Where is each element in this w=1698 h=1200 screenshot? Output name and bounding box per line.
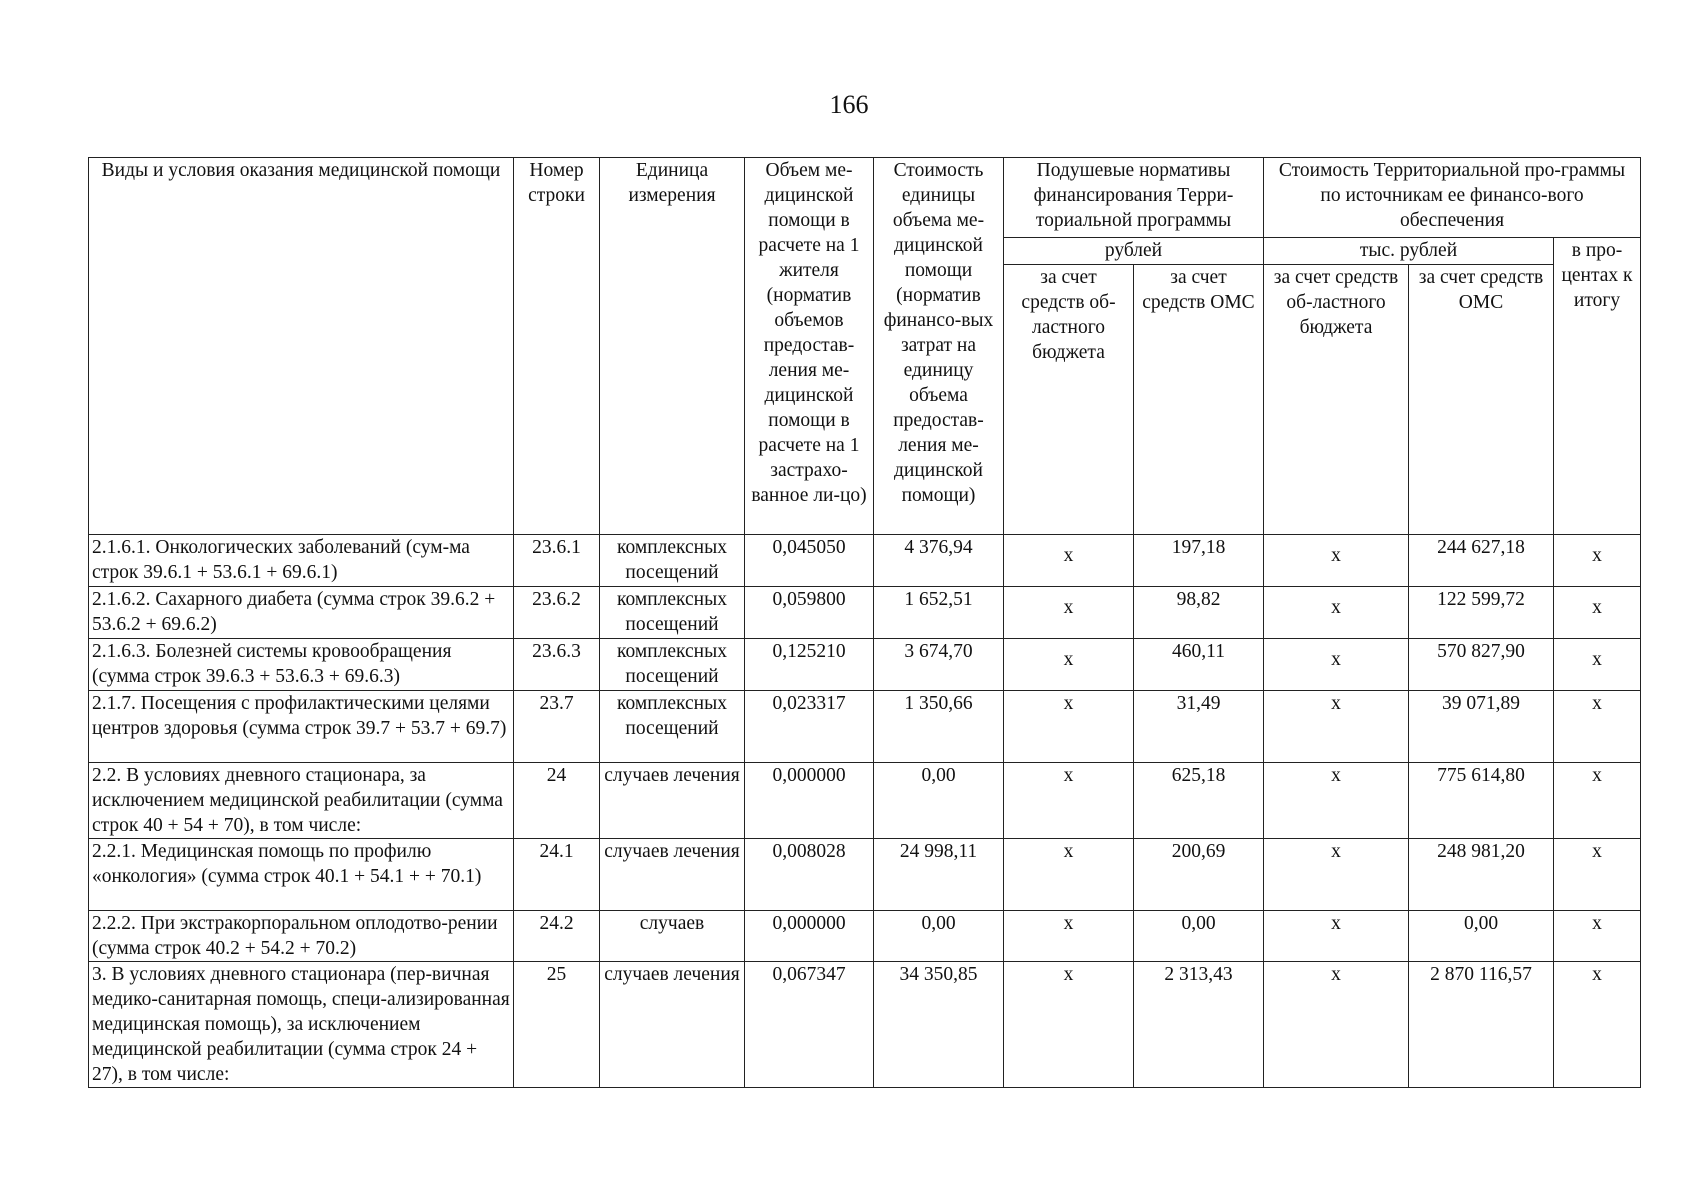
cell-cost: 24 998,11 (874, 839, 1004, 911)
cell-percent: х (1554, 587, 1641, 639)
cell-pc-budget: х (1004, 911, 1134, 962)
cell-pc-oms: 460,11 (1134, 639, 1264, 691)
cell-pr-oms: 244 627,18 (1409, 535, 1554, 587)
cell-pr-oms: 2 870 116,57 (1409, 962, 1554, 1088)
cell-row: 25 (514, 962, 600, 1088)
cell-volume: 0,023317 (745, 691, 874, 763)
cell-row: 24.2 (514, 911, 600, 962)
cell-unit: комплексных посещений (600, 587, 745, 639)
cell-cost: 1 652,51 (874, 587, 1004, 639)
cell-volume: 0,045050 (745, 535, 874, 587)
cell-volume: 0,059800 (745, 587, 874, 639)
page-number: 166 (829, 90, 869, 119)
cell-unit: комплексных посещений (600, 639, 745, 691)
cell-percent: х (1554, 763, 1641, 839)
cell-percent: х (1554, 911, 1641, 962)
cell-row: 23.6.1 (514, 535, 600, 587)
table-row (89, 691, 1641, 763)
cell-percent: х (1554, 691, 1641, 763)
cell-pr-oms: 122 599,72 (1409, 587, 1554, 639)
cell-name: 2.1.6.1. Онкологических заболеваний (сум-ма строк 39.6.1 + 53.6.1 + 69.6.1) (89, 535, 514, 587)
cell-cost: 4 376,94 (874, 535, 1004, 587)
cell-row: 23.6.2 (514, 587, 600, 639)
table-row (89, 911, 1641, 962)
header-row-number: Номер строки (514, 158, 600, 535)
cell-pc-budget: х (1004, 962, 1134, 1088)
cell-pc-budget: х (1004, 639, 1134, 691)
cell-pr-budget: х (1264, 691, 1409, 763)
cell-name: 2.1.7. Посещения с профилактическими целями центров здоровья (сумма строк 39.7 + 53.7 + 69.7) (89, 691, 514, 763)
cell-pc-oms: 98,82 (1134, 587, 1264, 639)
cell-pr-oms: 0,00 (1409, 911, 1554, 962)
cell-percent: х (1554, 535, 1641, 587)
header-program-budget: за счет средств об-ластного бюджета (1264, 265, 1409, 535)
cell-percent: х (1554, 639, 1641, 691)
cell-name: 2.1.6.2. Сахарного диабета (сумма строк 39.6.2 + 53.6.2 + 69.6.2) (89, 587, 514, 639)
cell-volume: 0,008028 (745, 839, 874, 911)
cell-unit: случаев (600, 911, 745, 962)
cell-cost: 0,00 (874, 911, 1004, 962)
cell-cost: 1 350,66 (874, 691, 1004, 763)
cell-pr-oms: 248 981,20 (1409, 839, 1554, 911)
table-row (89, 962, 1641, 1088)
cell-volume: 0,067347 (745, 962, 874, 1088)
cell-row: 23.6.3 (514, 639, 600, 691)
header-percapita-group: Подушевые нормативы финансирования Терри-ториальной программы (1004, 158, 1264, 238)
header-name: Виды и условия оказания медицинской помощи (89, 158, 514, 535)
cell-pc-budget: х (1004, 535, 1134, 587)
cell-pc-oms: 2 313,43 (1134, 962, 1264, 1088)
cell-pr-oms: 39 071,89 (1409, 691, 1554, 763)
cell-unit: комплексных посещений (600, 691, 745, 763)
cell-unit: случаев лечения (600, 839, 745, 911)
header-percapita-oms: за счет средств ОМС (1134, 265, 1264, 535)
cell-pc-oms: 625,18 (1134, 763, 1264, 839)
cell-cost: 0,00 (874, 763, 1004, 839)
cell-unit: комплексных посещений (600, 535, 745, 587)
header-percent: в про-центах к итогу (1554, 238, 1641, 535)
header-program-group: Стоимость Территориальной про-граммы по источникам ее финансо-вого обеспечения (1264, 158, 1641, 238)
cell-volume: 0,000000 (745, 911, 874, 962)
header-unit-rub: рублей (1004, 238, 1264, 265)
cell-pc-oms: 31,49 (1134, 691, 1264, 763)
cell-pr-budget: х (1264, 839, 1409, 911)
cell-pr-oms: 775 614,80 (1409, 763, 1554, 839)
cell-volume: 0,125210 (745, 639, 874, 691)
cell-pr-oms: 570 827,90 (1409, 639, 1554, 691)
cell-name: 2.1.6.3. Болезней системы кровообращения (сумма строк 39.6.3 + 53.6.3 + 69.6.3) (89, 639, 514, 691)
header-volume: Объем ме-дицинской помощи в расчете на 1 жителя (норматив объемов предостав-ления ме-дицинской помощи в расчете на 1 застрахо-ванное ли-цо) (745, 158, 874, 535)
cell-pr-budget: х (1264, 587, 1409, 639)
table-row (89, 639, 1641, 691)
cell-pr-budget: х (1264, 639, 1409, 691)
cell-pr-budget: х (1264, 535, 1409, 587)
cell-percent: х (1554, 839, 1641, 911)
cell-pc-oms: 200,69 (1134, 839, 1264, 911)
cell-pr-budget: х (1264, 763, 1409, 839)
cell-volume: 0,000000 (745, 763, 874, 839)
table-row (89, 587, 1641, 639)
header-unit: Единица измерения (600, 158, 745, 535)
cell-pc-budget: х (1004, 763, 1134, 839)
cell-pr-budget: х (1264, 962, 1409, 1088)
cell-percent: х (1554, 962, 1641, 1088)
cell-pc-oms: 197,18 (1134, 535, 1264, 587)
cell-cost: 3 674,70 (874, 639, 1004, 691)
cell-pc-budget: х (1004, 839, 1134, 911)
financing-table (88, 157, 1641, 1088)
cell-pc-budget: х (1004, 587, 1134, 639)
table-row (89, 535, 1641, 587)
cell-name: 2.2.2. При экстракорпоральном оплодотво-рении (сумма строк 40.2 + 54.2 + 70.2) (89, 911, 514, 962)
cell-pr-budget: х (1264, 911, 1409, 962)
cell-row: 24.1 (514, 839, 600, 911)
table-row (89, 839, 1641, 911)
cell-name: 2.2.1. Медицинская помощь по профилю «онкология» (сумма строк 40.1 + 54.1 + + 70.1) (89, 839, 514, 911)
header-unit-thousand: тыс. рублей (1264, 238, 1554, 265)
table-row (89, 763, 1641, 839)
cell-unit: случаев лечения (600, 962, 745, 1088)
header-program-oms: за счет средств ОМС (1409, 265, 1554, 535)
cell-pc-oms: 0,00 (1134, 911, 1264, 962)
cell-name: 3. В условиях дневного стационара (пер-вичная медико-санитарная помощь, специ-ализированная медицинская помощь), за исключением медицинской реабилитации (сумма строк 24 + 27), в том числе: (89, 962, 514, 1088)
cell-name: 2.2. В условиях дневного стационара, за исключением медицинской реабилитации (сумма строк 40 + 54 + 70), в том числе: (89, 763, 514, 839)
cell-pc-budget: х (1004, 691, 1134, 763)
cell-cost: 34 350,85 (874, 962, 1004, 1088)
header-cost: Стоимость единицы объема ме-дицинской помощи (норматив финансо-вых затрат на единицу объема предостав-ления ме-дицинской помощи) (874, 158, 1004, 535)
cell-unit: случаев лечения (600, 763, 745, 839)
cell-row: 23.7 (514, 691, 600, 763)
cell-row: 24 (514, 763, 600, 839)
header-percapita-budget: за счет средств об-ластного бюджета (1004, 265, 1134, 535)
